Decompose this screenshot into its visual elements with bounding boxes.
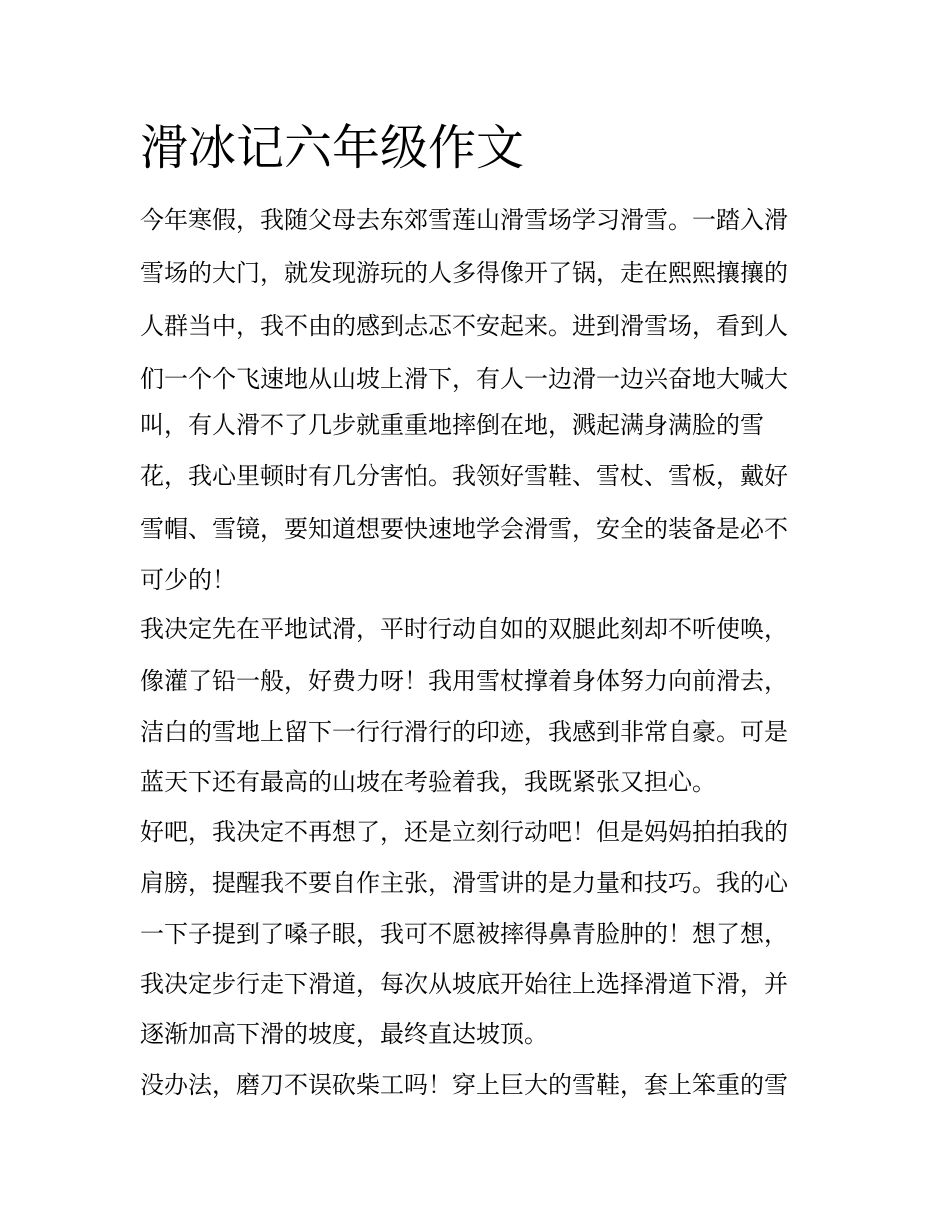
text-line: 花，我心里顿时有几分害怕。我领好雪鞋、雪杖、雪板，戴好 (140, 462, 788, 490)
text-line: 雪场的大门，就发现游玩的人多得像开了锅，走在熙熙攘攘的 (140, 259, 788, 287)
text-line: 蓝天下还有最高的山坡在考验着我，我既紧张又担心。 (140, 768, 716, 796)
text-line: 肩膀，提醒我不要自作主张，滑雪讲的是力量和技巧。我的心 (140, 869, 788, 897)
text-line: 像灌了铅一般，好费力呀！我用雪杖撑着身体努力向前滑去， (140, 667, 788, 695)
text-line: 没办法，磨刀不误砍柴工吗！穿上巨大的雪鞋，套上笨重的雪 (140, 1071, 788, 1099)
document-title: 滑冰记六年级作文 (140, 120, 525, 176)
text-line: 我决定先在平地试滑，平时行动自如的双腿此刻却不听使唤， (140, 615, 788, 643)
text-line: 洁白的雪地上留下一行行滑行的印迹，我感到非常自豪。可是 (140, 718, 788, 746)
text-line: 我决定步行走下滑道，每次从坡底开始往上选择滑道下滑，并 (140, 970, 788, 998)
text-line: 一下子提到了嗓子眼，我可不愿被摔得鼻青脸肿的！想了想， (140, 920, 788, 948)
text-line: 好吧，我决定不再想了，还是立刻行动吧！但是妈妈拍拍我的 (140, 818, 788, 846)
text-line: 人群当中，我不由的感到忐忑不安起来。进到滑雪场，看到人 (140, 312, 788, 340)
text-line: 今年寒假，我随父母去东郊雪莲山滑雪场学习滑雪。一踏入滑 (140, 206, 788, 234)
text-line: 叫，有人滑不了几步就重重地摔倒在地，溅起满身满脸的雪 (140, 411, 764, 439)
text-line: 雪帽、雪镜，要知道想要快速地学会滑雪，安全的装备是必不 (140, 515, 788, 543)
text-line: 可少的！ (140, 566, 236, 594)
text-line: 逐渐加高下滑的坡度，最终直达坡顶。 (140, 1020, 548, 1048)
text-line: 们一个个飞速地从山坡上滑下，有人一边滑一边兴奋地大喊大 (140, 365, 788, 393)
